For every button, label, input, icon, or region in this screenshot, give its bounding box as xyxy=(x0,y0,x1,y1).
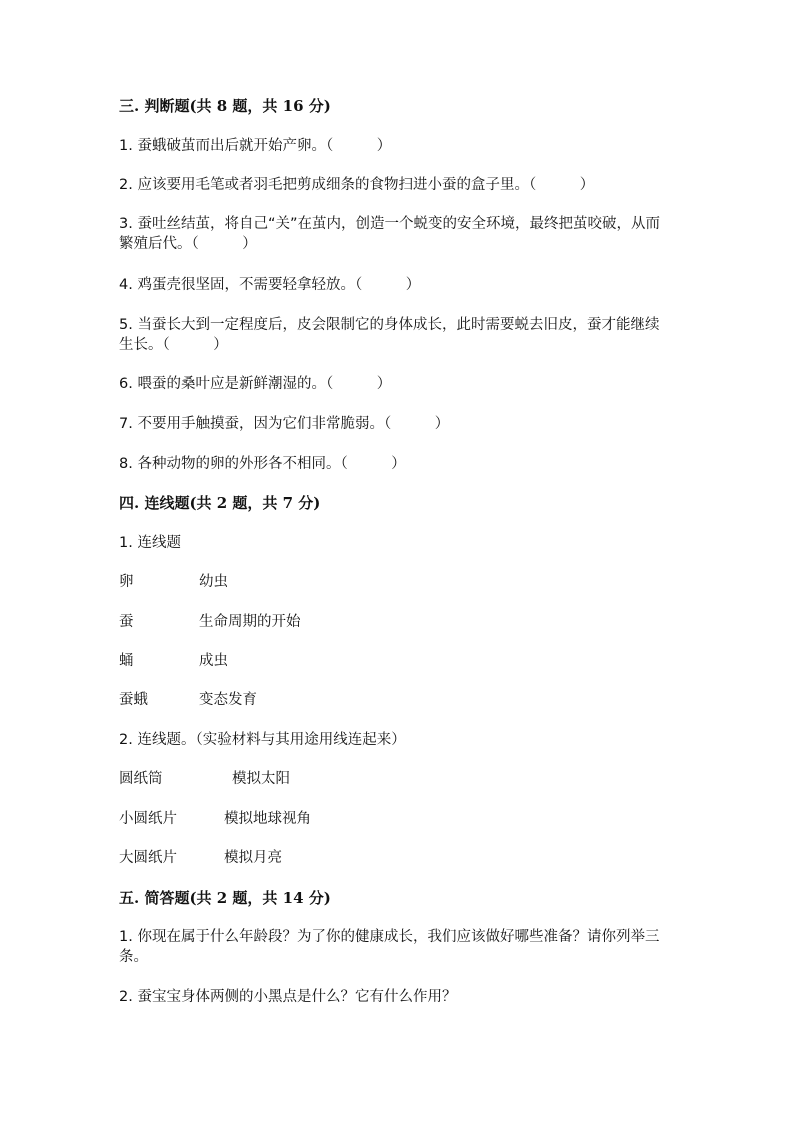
section-4-heading: 四. 连线题(共 2 题，共 7 分) xyxy=(119,494,321,512)
matching-right-item: 模拟太阳 xyxy=(232,771,290,787)
matching-right-item: 成虫 xyxy=(199,653,228,669)
matching-left-item: 圆纸筒 xyxy=(119,771,163,787)
section-3-heading: 三. 判断题(共 8 题，共 16 分) xyxy=(119,97,331,115)
judgment-item-3: 3. 蚕吐丝结茧，将自己“关”在茧内，创造一个蜕变的安全环境，最终把茧咬破，从而繁殖后代。（ ） xyxy=(119,216,660,252)
matching-right-item: 模拟月亮 xyxy=(224,850,282,866)
matching-right-item: 模拟地球视角 xyxy=(224,811,311,827)
matching-left-item: 小圆纸片 xyxy=(119,811,177,827)
judgment-item-6: 6. 喂蚕的桑叶应是新鲜潮湿的。（ ） xyxy=(119,376,392,392)
matching-right-item: 变态发育 xyxy=(199,692,257,708)
matching-q2-title: 2. 连线题。（实验材料与其用途用线连起来） xyxy=(119,732,406,748)
judgment-item-8: 8. 各种动物的卵的外形各不相同。（ ） xyxy=(119,456,406,472)
matching-left-item: 蚕 xyxy=(119,614,134,630)
judgment-item-1: 1. 蚕蛾破茧而出后就开始产卵。（ ） xyxy=(119,138,392,154)
matching-right-item: 生命周期的开始 xyxy=(199,614,301,630)
section-5-heading: 五. 简答题(共 2 题，共 14 分) xyxy=(119,889,331,907)
matching-left-item: 卵 xyxy=(119,574,134,590)
matching-q1-title: 1. 连线题 xyxy=(119,535,181,551)
matching-left-item: 大圆纸片 xyxy=(119,850,177,866)
judgment-item-7: 7. 不要用手触摸蚕，因为它们非常脆弱。（ ） xyxy=(119,416,450,432)
matching-left-item: 蛹 xyxy=(119,653,134,669)
judgment-item-4: 4. 鸡蛋壳很坚固，不需要轻拿轻放。（ ） xyxy=(119,277,421,293)
short-answer-item-1: 1. 你现在属于什么年龄段？为了你的健康成长，我们应该做好哪些准备？请你列举三条。 xyxy=(119,929,660,965)
judgment-item-2: 2. 应该要用毛笔或者羽毛把剪成细条的食物扫进小蚕的盒子里。（ ） xyxy=(119,177,595,193)
judgment-item-5: 5. 当蚕长大到一定程度后，皮会限制它的身体成长，此时需要蜕去旧皮，蚕才能继续生长。（ ） xyxy=(119,317,660,353)
matching-left-item: 蚕蛾 xyxy=(119,692,148,708)
matching-right-item: 幼虫 xyxy=(199,574,228,590)
short-answer-item-2: 2. 蚕宝宝身体两侧的小黑点是什么？它有什么作用？ xyxy=(119,989,457,1005)
